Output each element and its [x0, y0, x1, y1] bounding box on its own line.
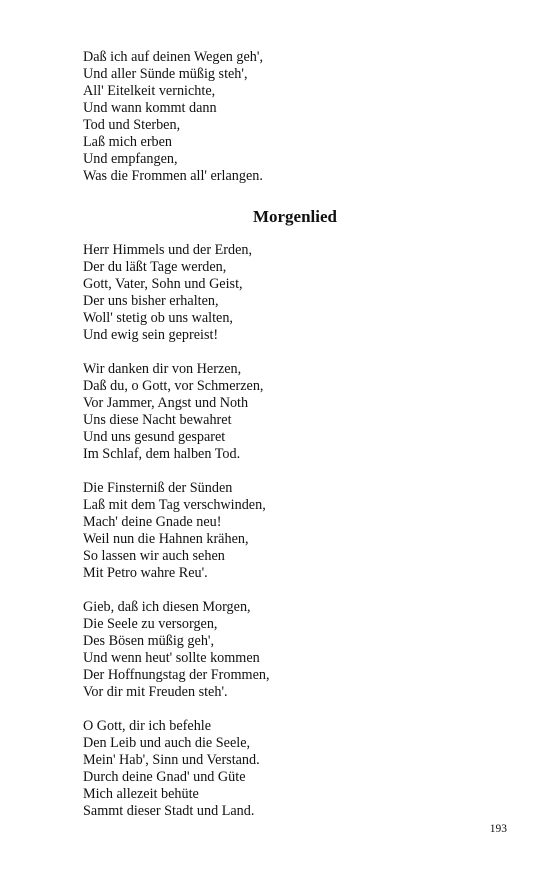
- verse-line: Daß du, o Gott, vor Schmerzen,: [83, 378, 264, 394]
- verse-line: Gieb, daß ich diesen Morgen,: [83, 599, 251, 615]
- stanza-5: [83, 718, 507, 820]
- verse-line: Mich allezeit behüte: [83, 786, 199, 802]
- verse-line: Durch deine Gnad' und Güte: [83, 769, 246, 785]
- stanza-4: [83, 599, 507, 701]
- verse-line: Und uns gesund gesparet: [83, 429, 226, 445]
- verse-line: Mein' Hab', Sinn und Verstand.: [83, 752, 260, 768]
- verse-line: Laß mich erben: [83, 134, 173, 150]
- verse-line: Mach' deine Gnade neu!: [83, 514, 222, 530]
- verse-line: Tod und Sterben,: [83, 117, 181, 133]
- verse-line: Des Bösen müßig geh',: [83, 633, 215, 649]
- verse-line: Weil nun die Hahnen krähen,: [83, 531, 249, 547]
- stanza-gap: [83, 344, 507, 361]
- stanza-gap: [83, 582, 507, 599]
- verse-line: Laß mit dem Tag verschwinden,: [83, 497, 266, 513]
- verse-line: Und wenn heut' sollte kommen: [83, 650, 260, 666]
- verse-line: Der du läßt Tage werden,: [83, 259, 227, 275]
- verse-line: Vor dir mit Freuden steh'.: [83, 684, 228, 700]
- verse-line: Herr Himmels und der Erden,: [83, 242, 253, 258]
- verse-line: Und wann kommt dann: [83, 100, 217, 116]
- verse-line: O Gott, dir ich befehle: [83, 718, 212, 734]
- verse-line: Uns diese Nacht bewahret: [83, 412, 232, 428]
- verse-line: Der uns bisher erhalten,: [83, 293, 219, 309]
- verse-line: Sammt dieser Stadt und Land.: [83, 803, 255, 819]
- verse-line: Und empfangen,: [83, 151, 178, 167]
- verse-line: Was die Frommen all' erlangen.: [83, 168, 263, 184]
- verse-line: Der Hoffnungstag der Frommen,: [83, 667, 270, 683]
- verse-line: Die Seele zu versorgen,: [83, 616, 218, 632]
- verse-line: Und ewig sein gepreist!: [83, 327, 219, 343]
- verse-line: Vor Jammer, Angst und Noth: [83, 395, 249, 411]
- page-number: 193: [489, 823, 507, 835]
- verse-line: So lassen wir auch sehen: [83, 548, 225, 564]
- intro-stanza: [83, 49, 507, 185]
- verse-line: Im Schlaf, dem halben Tod.: [83, 446, 241, 462]
- stanza-2: [83, 361, 507, 463]
- verse-line: Mit Petro wahre Reu'.: [83, 565, 208, 581]
- verse-line: Wir danken dir von Herzen,: [83, 361, 242, 377]
- verse-line: Und aller Sünde müßig steh',: [83, 66, 248, 82]
- verse-line: Den Leib und auch die Seele,: [83, 735, 251, 751]
- stanza-1: [83, 242, 507, 344]
- verse-line: All' Eitelkeit vernichte,: [83, 83, 216, 99]
- verse-line: Die Finsterniß der Sünden: [83, 480, 233, 496]
- verse-line: Woll' stetig ob uns walten,: [83, 310, 233, 326]
- stanza-gap: [83, 701, 507, 718]
- stanza-gap: [83, 463, 507, 480]
- verse-line: Gott, Vater, Sohn und Geist,: [83, 276, 243, 292]
- verse-line: Daß ich auf deinen Wegen geh',: [83, 49, 264, 65]
- poem-title: Morgenlied: [252, 207, 338, 226]
- text-column: [83, 49, 507, 820]
- stanza-3: [83, 480, 507, 582]
